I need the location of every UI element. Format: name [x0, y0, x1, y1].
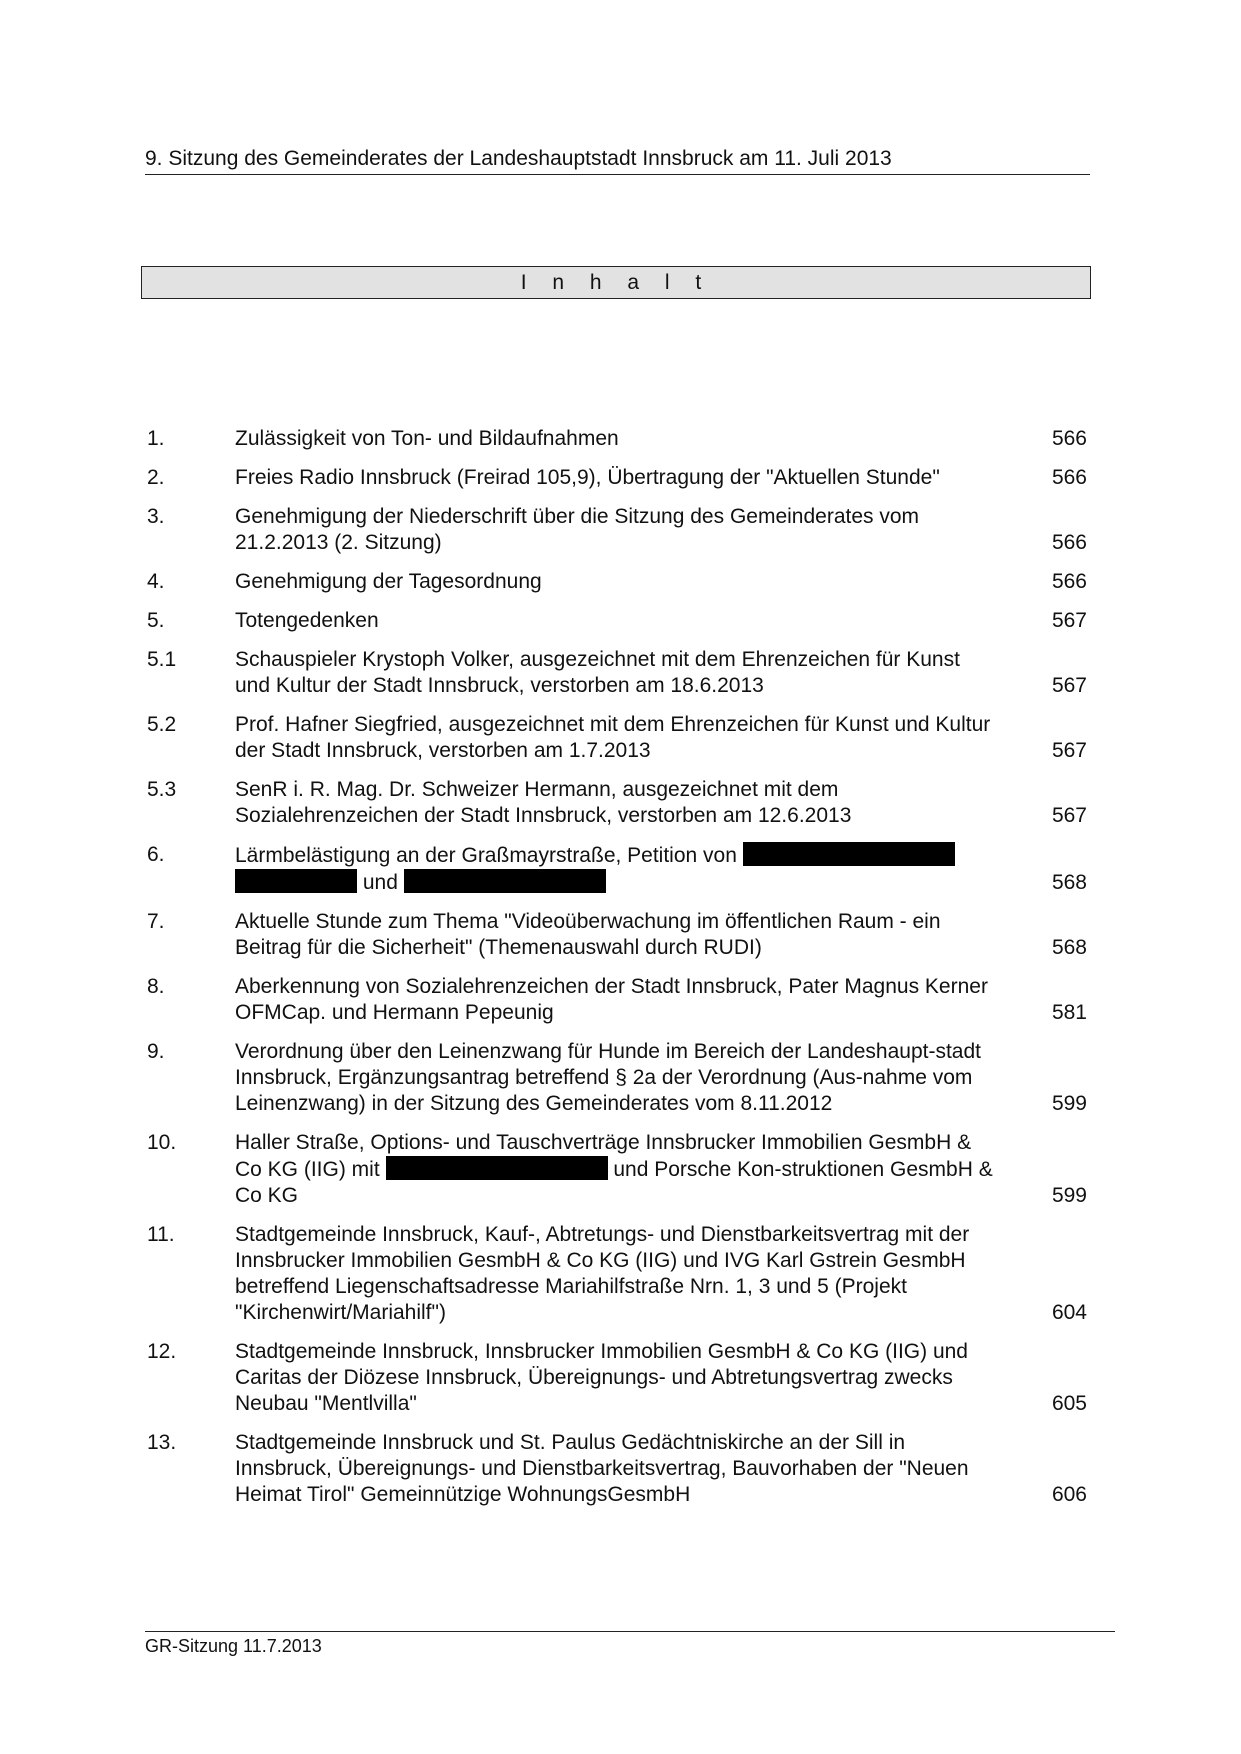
redaction-bar: [386, 1156, 608, 1180]
toc-number: 13.: [147, 1431, 177, 1454]
toc-number: 9.: [147, 1040, 165, 1063]
redaction-bar: [235, 869, 357, 893]
toc-item-5-3: [147, 777, 1087, 829]
toc-title: Stadtgemeinde Innsbruck, Innsbrucker Immobilien GesmbH & Co KG (IIG) und Caritas der Diözese Innsbruck, Übereignungs- und Abtretungsvertrag zwecks Neubau "Mentlvilla": [235, 1340, 968, 1415]
toc-number: 5.1: [147, 648, 177, 671]
page-footer: GR-Sitzung 11.7.2013: [145, 1631, 1115, 1658]
toc-page: 604: [1051, 1301, 1087, 1324]
toc-title: Prof. Hafner Siegfried, ausgezeichnet mit dem Ehrenzeichen für Kunst und Kultur der Stadt Innsbruck, verstorben am 1.7.2013: [235, 713, 991, 762]
toc-title: [235, 1130, 1037, 1209]
toc-item-7: [147, 909, 1087, 961]
toc-title: [235, 842, 1037, 896]
toc-item-1: [147, 426, 1087, 452]
toc-title: Totengedenken: [235, 609, 379, 632]
toc-page: 567: [1051, 739, 1087, 762]
toc-page: 606: [1051, 1483, 1087, 1506]
toc-title: Genehmigung der Niederschrift über die Sitzung des Gemeinderates vom 21.2.2013 (2. Sitzung): [235, 505, 920, 554]
toc-page: 567: [1051, 804, 1087, 827]
toc-title-part: Lärmbelästigung an der Graßmayrstraße, Petition von: [235, 844, 737, 867]
toc-title: Stadtgemeinde Innsbruck und St. Paulus Gedächtniskirche an der Sill in Innsbruck, Übereignungs- und Dienstbarkeitsvertrag, Bauvorhaben der "Neuen Heimat Tirol" Gemeinnützige WohnungsGesmbH: [235, 1431, 969, 1506]
toc-page: 567: [1051, 674, 1087, 697]
toc-number: 5.2: [147, 713, 177, 736]
toc-title-part: und: [362, 871, 398, 894]
toc-title: Freies Radio Innsbruck (Freirad 105,9), Übertragung der "Aktuellen Stunde": [235, 466, 940, 489]
toc-title: Schauspieler Krystoph Volker, ausgezeichnet mit dem Ehrenzeichen für Kunst und Kultur der Stadt Innsbruck, verstorben am 18.6.2013: [235, 648, 960, 697]
toc-number: 2.: [147, 466, 165, 489]
toc-page: 605: [1051, 1392, 1087, 1415]
toc-number: 12.: [147, 1340, 177, 1363]
toc-item-9: [147, 1039, 1087, 1117]
toc-item-4: [147, 569, 1087, 595]
redaction-bar: [404, 869, 606, 893]
toc-number: 6.: [147, 843, 165, 866]
toc-item-11: [147, 1222, 1087, 1326]
toc-item-13: [147, 1430, 1087, 1508]
toc-number: 10.: [147, 1131, 177, 1154]
toc-number: 4.: [147, 570, 165, 593]
toc-page: 581: [1051, 1001, 1087, 1024]
toc-number: 8.: [147, 975, 165, 998]
toc-title: Stadtgemeinde Innsbruck, Kauf-, Abtretungs- und Dienstbarkeitsvertrag mit der Innsbrucker Immobilien GesmbH & Co KG (IIG) und IVG Karl Gstrein GesmbH betreffend Liegenschaftsadresse Mariahilfstraße Nrn. 1, 3 und 5 (Projekt "Kirchenwirt/Mariahilf"): [235, 1223, 970, 1324]
redaction-bar: [743, 842, 955, 866]
toc-title: Zulässigkeit von Ton- und Bildaufnahmen: [235, 427, 619, 450]
toc-item-5-2: [147, 712, 1087, 764]
toc-number: 7.: [147, 910, 165, 933]
toc-item-3: [147, 504, 1087, 556]
contents-heading: I n h a l t: [141, 266, 1091, 299]
toc-item-5-1: [147, 647, 1087, 699]
toc-item-10: [147, 1130, 1087, 1209]
toc-number: 5.3: [147, 778, 177, 801]
toc-title: Verordnung über den Leinenzwang für Hunde im Bereich der Landeshaupt-stadt Innsbruck, Ergänzungsantrag betreffend § 2a der Verordnung (Aus-nahme vom Leinenzwang) in der Sitzung des Gemeinderates vom 8.11.2012: [235, 1040, 982, 1115]
toc-number: 3.: [147, 505, 165, 528]
toc-title: SenR i. R. Mag. Dr. Schweizer Hermann, ausgezeichnet mit dem Sozialehrenzeichen der Stadt Innsbruck, verstorben am 12.6.2013: [235, 778, 852, 827]
table-of-contents: [147, 426, 1087, 1521]
toc-item-8: [147, 974, 1087, 1026]
toc-number: 5.: [147, 609, 165, 632]
toc-item-12: [147, 1339, 1087, 1417]
toc-page: 566: [1051, 570, 1087, 593]
toc-title-part: Haller Straße, Options- und Tauschverträge Innsbrucker Immobilien GesmbH & Co KG (IIG) mit: [235, 1131, 972, 1181]
toc-page: 567: [1051, 609, 1087, 632]
toc-title-part: und Porsche Kon-struktionen GesmbH & Co KG: [235, 1158, 993, 1207]
toc-title: Aktuelle Stunde zum Thema "Videoüberwachung im öffentlichen Raum - ein Beitrag für die Sicherheit" (Themenauswahl durch RUDI): [235, 910, 941, 959]
toc-page: 566: [1051, 427, 1087, 450]
toc-number: 1.: [147, 427, 165, 450]
toc-page: 568: [1051, 871, 1087, 894]
page-header: 9. Sitzung des Gemeinderates der Landeshauptstadt Innsbruck am 11. Juli 2013: [145, 146, 1090, 175]
toc-page: 599: [1051, 1184, 1087, 1207]
toc-page: 566: [1051, 466, 1087, 489]
toc-page: 566: [1051, 531, 1087, 554]
toc-item-6: [147, 842, 1087, 896]
toc-page: 568: [1051, 936, 1087, 959]
toc-item-2: [147, 465, 1087, 491]
toc-page: 599: [1051, 1092, 1087, 1115]
toc-number: 11.: [147, 1223, 175, 1246]
toc-item-5: [147, 608, 1087, 634]
toc-title: Genehmigung der Tagesordnung: [235, 570, 542, 593]
toc-title: Aberkennung von Sozialehrenzeichen der Stadt Innsbruck, Pater Magnus Kerner OFMCap. und Hermann Pepeunig: [235, 975, 988, 1024]
